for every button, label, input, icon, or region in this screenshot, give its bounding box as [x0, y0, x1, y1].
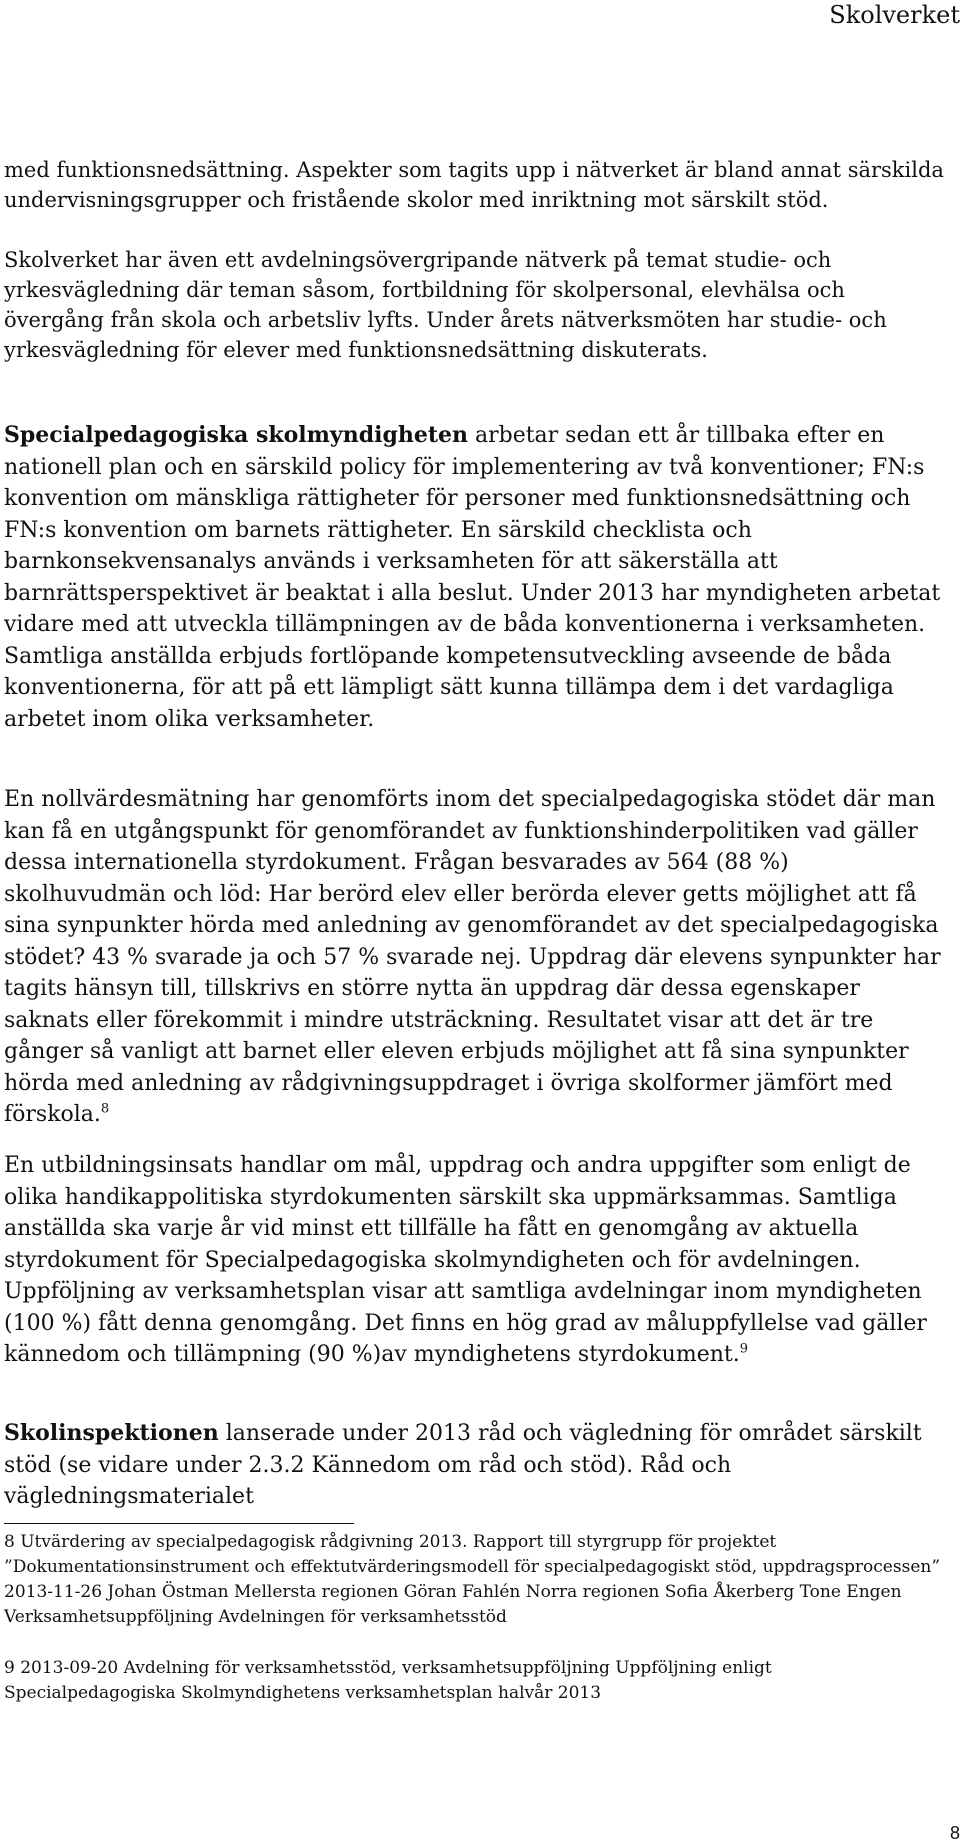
footnote-9 [4, 1656, 940, 1706]
footnote-8-text: Utvärdering av specialpedagogisk rådgivning 2013. Rapport till styrgrupp för projektet ”Dokumentationsinstrument och effektutvärderingsmodell för specialpedagogiskt stöd, uppdragsprocessen” 2013-11-26 Johan Östman Mellersta regionen Göran Fahlén Norra regionen Sofia Åkerberg Tone Engen Verksamhetsuppföljning Avdelningen för verksamhetsstöd [4, 1532, 941, 1627]
footnote-divider [4, 1523, 354, 1524]
paragraph-6-text: lanserade under 2013 råd och vägledning för området särskilt stöd (se vidare under 2.3.2 Kännedom om råd och stöd). Råd och vägledningsmaterialet [4, 1421, 922, 1509]
paragraph-4-text: En nollvärdesmätning har genomförts inom det specialpedagogiska stödet där man kan få en utgångspunkt för genomförandet av funktionshinderpolitiken vad gäller dessa internationella styrdokument. Frågan besvarades av 564 (88 %) skolhuvudmän och löd: Har berörd elev eller berörda elever getts möjlighet att få sina synpunkter hörda med anledning av genomförandet av det specialpedagogiska stödet? 43 % svarade ja och 57 % svarade nej. Uppdrag där elevens synpunkter har tagits hänsyn till, tillskrivs en större nytta än uppdrag där dessa egenskaper saknats eller förekommit i mindre utsträckning. Resultatet visar att det är tre gånger så vanligt att barnet eller eleven erbjuds möjlighet att få sina synpunkter hörda med anledning av rådgivningsuppdraget i övriga skolformer jämfört med förskola. [4, 787, 941, 1127]
footnote-8-number: 8 [4, 1532, 15, 1552]
paragraph-3 [4, 420, 944, 735]
paragraph-5 [4, 1150, 944, 1371]
bold-term-skolinspektionen: Skolinspektionen [4, 1420, 219, 1446]
bold-term-specialpedagogiska: Specialpedagogiska skolmyndigheten [4, 422, 468, 448]
footnote-9-text: 2013-09-20 Avdelning för verksamhetsstöd, verksamhetsuppföljning Uppföljning enligt Specialpedagogiska Skolmyndighetens verksamhetsplan halvår 2013 [4, 1658, 772, 1703]
paragraph-6 [4, 1418, 944, 1513]
paragraph-3-text: arbetar sedan ett år tillbaka efter en nationell plan och en särskild policy för implementering av två konventioner; FN:s konvention om mänskliga rättigheter för personer med funktionsnedsättning och FN:s konvention om barnets rättigheter. En särskild checklista och barnkonsekvensanalys används i verksamheten för att säkerställa att barnrättsperspektivet är beaktat i alla beslut. Under 2013 har myndigheten arbetat vidare med att utveckla tillämpningen av de båda konventionerna i verksamheten. Samtliga anställda erbjuds fortlöpande kompetensutveckling avseende de båda konventionerna, för att på ett lämpligt sätt kunna tillämpa dem i det vardagliga arbetet inom olika verksamheter. [4, 423, 941, 732]
footnote-9-number: 9 [4, 1658, 15, 1678]
footnote-ref-8[interactable]: 8 [100, 1101, 110, 1117]
footnote-ref-9[interactable]: 9 [739, 1341, 749, 1357]
paragraph-4 [4, 784, 944, 1131]
footnote-8 [4, 1530, 940, 1630]
paragraph-2: Skolverket har även ett avdelningsövergripande nätverk på temat studie- och yrkesvägledning där teman såsom, fortbildning för skolpersonal, elevhälsa och övergång från skola och arbetsliv lyfts. Under årets nätverksmöten har studie- och yrkesvägledning för elever med funktionsnedsättning diskuterats. [4, 248, 887, 362]
paragraph-1: med funktionsnedsättning. Aspekter som tagits upp i nätverket är bland annat särskilda undervisningsgrupper och fristående skolor med inriktning mot särskilt stöd. [4, 158, 944, 212]
paragraph-5-text: En utbildningsinsats handlar om mål, uppdrag och andra uppgifter som enligt de olika handikappolitiska styrdokumenten särskilt ska uppmärksammas. Samtliga anställda ska varje år vid minst ett tillfälle ha fått en genomgång av aktuella styrdokument för Specialpedagogiska skolmyndigheten och för avdelningen. Uppföljning av verksamhetsplan visar att samtliga avdelningar inom myndigheten (100 %) fått denna genomgång. Det finns en hög grad av måluppfyllelse vad gäller kännedom och tillämpning (90 %)av myndighetens styrdokument. [4, 1153, 927, 1367]
header-title: Skolverket [829, 1, 960, 29]
page-number: 8 [949, 1823, 960, 1843]
